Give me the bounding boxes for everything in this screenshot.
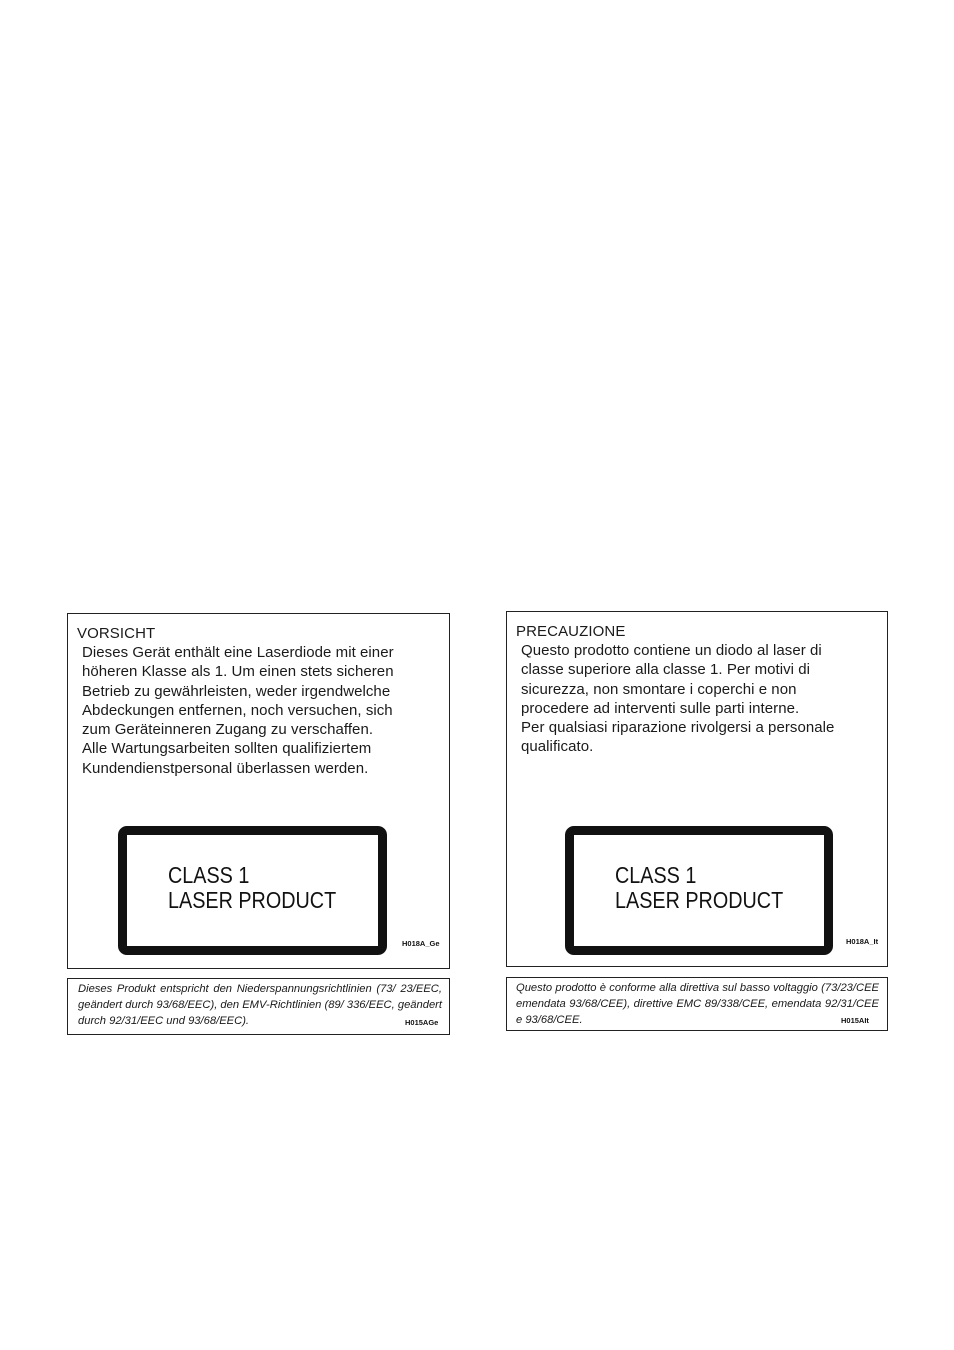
german-compliance-text: Dieses Produkt entspricht den Niederspannungsrichtlinien (73/ 23/EEC, geändert durch 93/68/EEC), den EMV-Richtlinien (89/ 336/EEC, geändert durch 92/31/EEC und 93/68/EEC). <box>78 983 443 1028</box>
italian-label-code: H018A_It <box>846 937 879 946</box>
german-laser-class-text <box>168 863 336 913</box>
german-caution-title: VORSICHT <box>77 625 156 642</box>
german-laser-line-2: LASER PRODUCT <box>168 887 337 913</box>
italian-laser-line-2: LASER PRODUCT <box>615 887 784 913</box>
italian-caution-body: Questo prodotto contiene un diodo al laser di classe superiore alla classe 1. Per motivi di sicurezza, non smontare i coperchi e non procedere ad interventi sulle parti interne. Per qualsiasi riparazione rivolgersi a personale qualificato. <box>521 642 835 756</box>
italian-compliance-box <box>506 977 888 1031</box>
italian-caution-title: PRECAUZIONE <box>516 623 626 640</box>
italian-compliance-text: Questo prodotto è conforme alla direttiva sul basso voltaggio (73/23/CEE emendata 93/68/CEE), direttive EMC 89/338/CEE, emendata 92/31/CEE e 93/68/CEE. <box>516 982 879 1027</box>
german-label-code: H018A_Ge <box>402 939 440 948</box>
german-laser-line-1: CLASS 1 <box>168 862 250 888</box>
german-caution-body: Dieses Gerät enthält eine Laserdiode mit einer höheren Klasse als 1. Um einen stets sicheren Betrieb zu gewährleisten, weder irgendwelche Abdeckungen entfernen, noch versuchen, sich zum Geräteinneren Zugang zu verschaffen. Alle Wartungsarbeiten sollten qualifiziertem Kundendienstpersonal überlassen werden. <box>82 644 394 777</box>
italian-laser-class-text <box>615 863 783 913</box>
german-compliance-code: H015AGe <box>405 1018 439 1027</box>
german-compliance-box <box>67 978 450 1035</box>
italian-laser-class-label <box>565 826 833 955</box>
italian-compliance-code: H015AIt <box>841 1016 869 1025</box>
german-laser-class-label <box>118 826 387 955</box>
german-caution-box <box>67 613 450 969</box>
italian-caution-box <box>506 611 888 967</box>
italian-laser-line-1: CLASS 1 <box>615 862 697 888</box>
